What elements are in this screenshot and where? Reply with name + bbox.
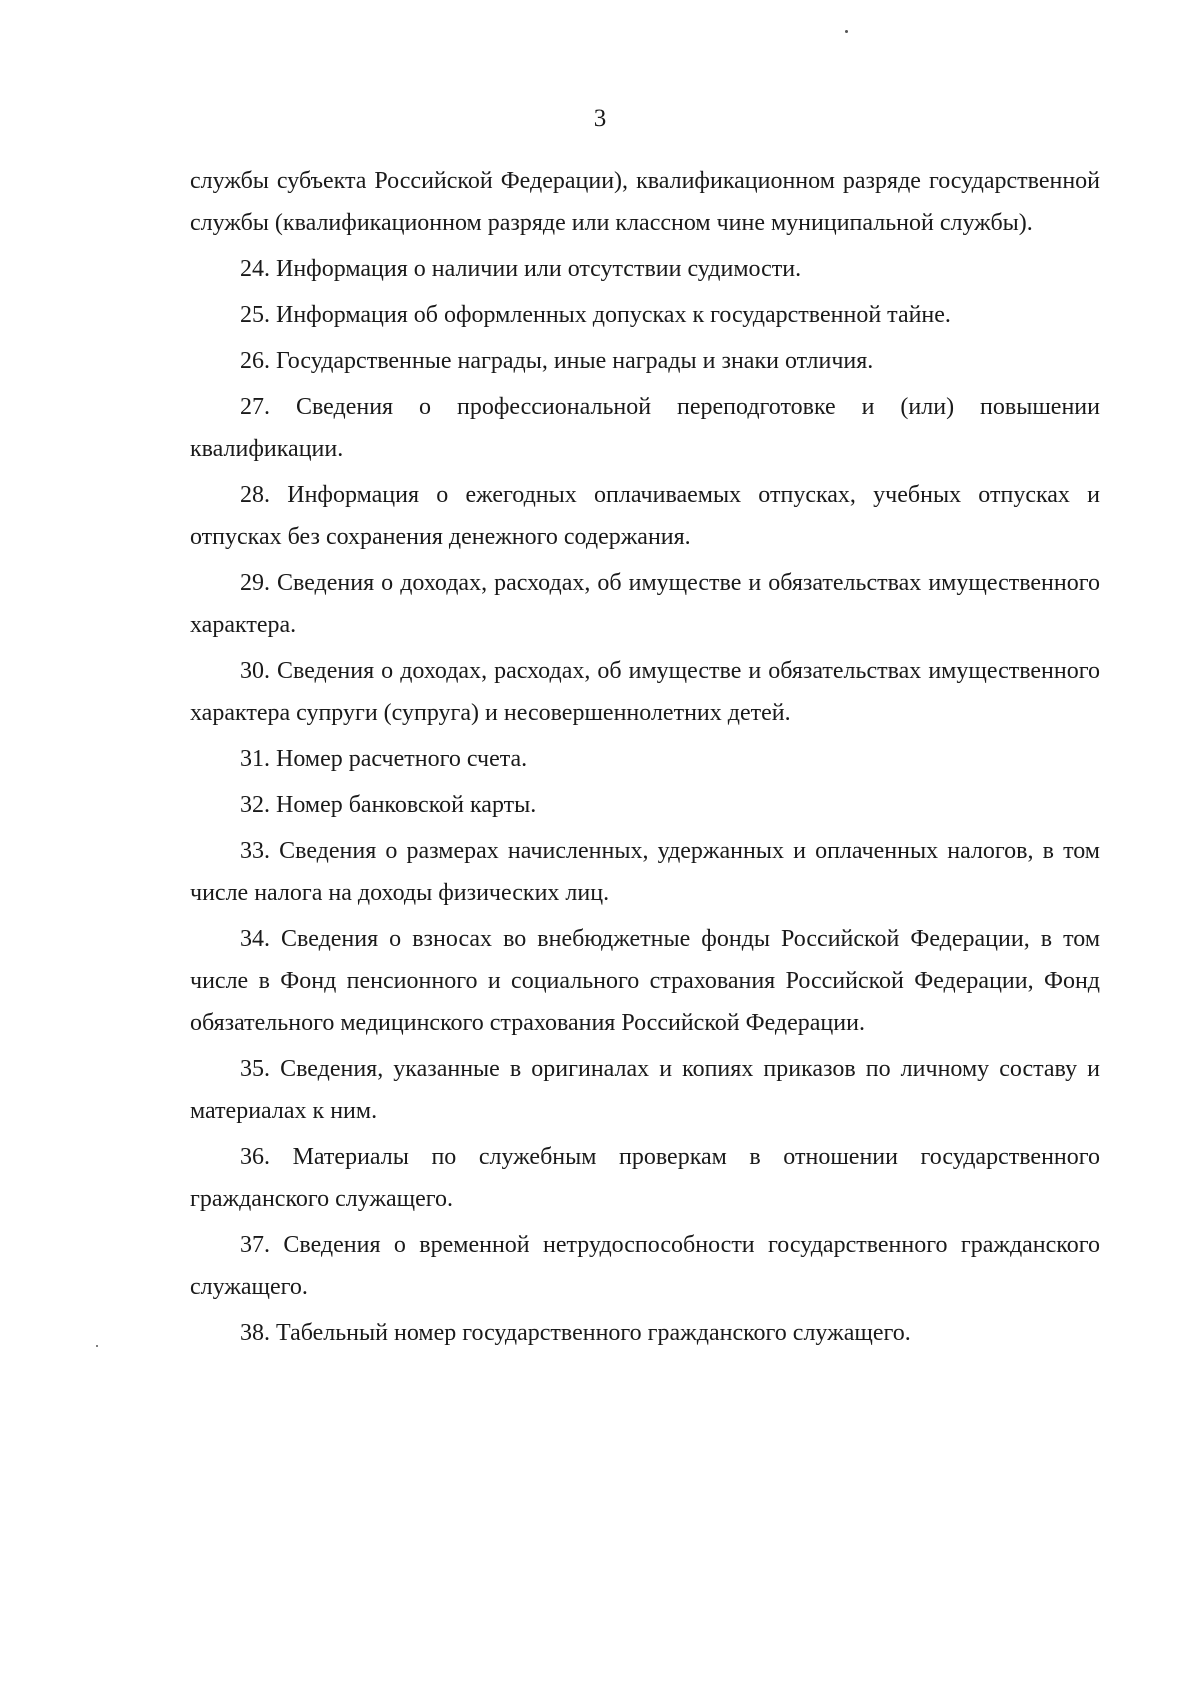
list-item-35: 35. Сведения, указанные в оригиналах и копиях приказов по личному составу и материалах к ним. [190,1056,1100,1124]
list-item-31: 31. Номер расчетного счета. [240,746,528,772]
list-item-37: 37. Сведения о временной нетрудоспособности государственного гражданского служащего. [190,1232,1100,1300]
list-item-32: 32. Номер банковской карты. [240,792,537,818]
list-item-27: 27. Сведения о профессиональной переподготовке и (или) повышении квалификации. [190,394,1100,462]
list-item-36: 36. Материалы по служебным проверкам в отношении государственного гражданского служащего. [190,1144,1100,1212]
scan-speck [845,30,848,33]
scan-speck [96,1345,98,1347]
list-item-25: 25. Информация об оформленных допусках к государственной тайне. [240,302,951,328]
list-item-30: 30. Сведения о доходах, расходах, об имуществе и обязательствах имущественного характера супруги (супруга) и несовершеннолетних детей. [190,658,1100,726]
page-number: 3 [593,105,607,132]
list-item-26: 26. Государственные награды, иные награды и знаки отличия. [240,348,874,374]
list-item-38: 38. Табельный номер государственного гражданского служащего. [240,1320,911,1346]
list-item-34: 34. Сведения о взносах во внебюджетные фонды Российской Федерации, в том числе в Фонд пенсионного и социального страхования Российской Федерации, Фонд обязательного медицинского страхования Российской Федерации. [190,926,1100,1036]
document-body [190,160,1100,1358]
list-item-29: 29. Сведения о доходах, расходах, об имуществе и обязательствах имущественного характера. [190,570,1100,638]
list-item-24: 24. Информация о наличии или отсутствии судимости. [240,256,802,282]
list-item-28: 28. Информация о ежегодных оплачиваемых отпусках, учебных отпусках и отпусках без сохранения денежного содержания. [190,482,1100,550]
list-item-33: 33. Сведения о размерах начисленных, удержанных и оплаченных налогов, в том числе налога на доходы физических лиц. [190,838,1100,906]
paragraph-continuation: службы субъекта Российской Федерации), квалификационном разряде государственной службы (квалификационном разряде или классном чине муниципальной службы). [190,168,1100,236]
